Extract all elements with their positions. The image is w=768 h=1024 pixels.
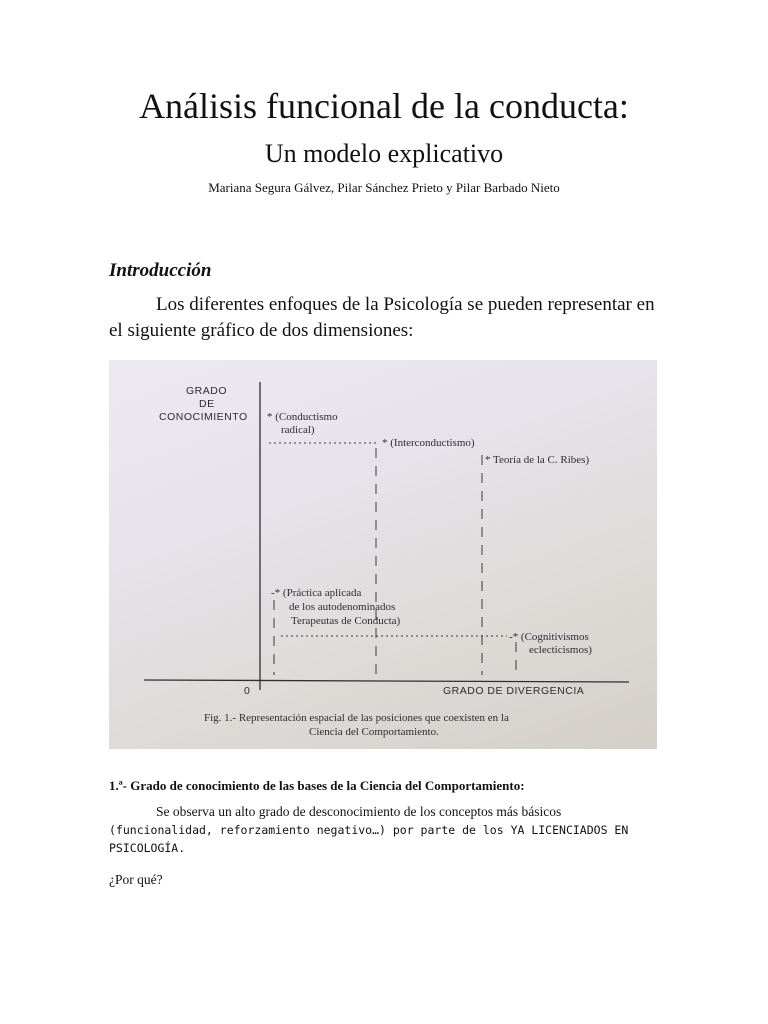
label-cognitivismos-2: eclecticismos) — [529, 644, 592, 656]
intro-heading: Introducción — [109, 260, 212, 281]
figure-caption-1: Fig. 1.- Representación espacial de las posiciones que coexisten en la — [204, 712, 509, 724]
document-title: Análisis funcional de la conducta: — [139, 86, 629, 126]
y-axis-label-3: CONOCIMIENTO — [159, 411, 248, 423]
origin-label: 0 — [244, 685, 251, 697]
label-practica-2: de los autodenominados — [289, 601, 396, 613]
label-practica-3: Terapeutas de Conducta) — [291, 615, 401, 627]
y-axis-label-1: GRADO — [186, 385, 228, 397]
intro-paragraph: Los diferentes enfoques de la Psicología se pueden representar en el siguiente gráfico de dos dimensiones: — [109, 294, 655, 341]
section1-heading: 1.ª- Grado de conocimiento de las bases de la Ciencia del Comportamiento: — [109, 778, 525, 793]
figure-photo — [109, 360, 657, 749]
document-authors: Mariana Segura Gálvez, Pilar Sánchez Prieto y Pilar Barbado Nieto — [208, 180, 560, 195]
label-interconductismo: * (Interconductismo) — [382, 437, 475, 449]
x-axis-label: GRADO DE DIVERGENCIA — [443, 685, 585, 697]
section1-paragraph — [109, 803, 649, 857]
label-conductismo-1: * (Conductismo — [267, 411, 338, 423]
x-axis-line — [144, 680, 629, 682]
section1-paragraph-part1: Se observa un alto grado de desconocimiento de los conceptos más básicos — [156, 804, 562, 819]
label-practica-1: -* (Práctica aplicada — [271, 587, 362, 599]
section1-paragraph-part2: (funcionalidad, reforzamiento negativo…) por parte de los YA LICENCIADOS EN PSICOLOGÍA. — [109, 823, 629, 855]
figure-diagram — [109, 360, 657, 749]
figure-caption-2: Ciencia del Comportamiento. — [309, 726, 439, 738]
section1-question: ¿Por qué? — [109, 872, 163, 887]
label-teoria-ribes: * Teoría de la C. Ribes) — [485, 454, 590, 466]
label-conductismo-2: radical) — [281, 424, 315, 436]
label-cognitivismos-1: -* (Cognitivismos — [509, 631, 589, 643]
y-axis-label-2: DE — [199, 398, 215, 410]
document-subtitle: Un modelo explicativo — [264, 139, 504, 168]
